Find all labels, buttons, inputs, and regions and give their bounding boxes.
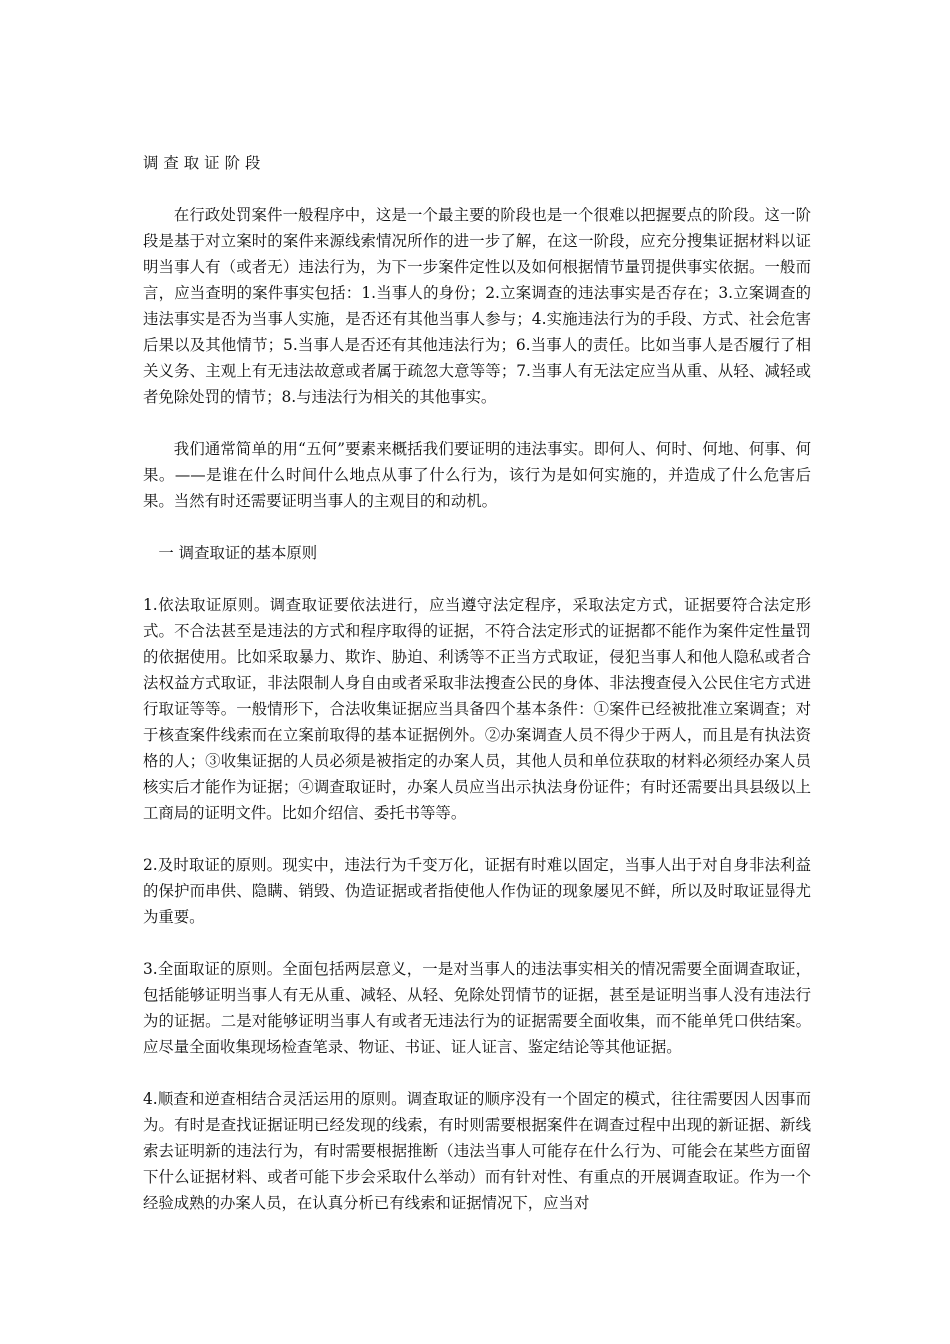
document-page [143,150,811,1216]
intro-paragraph-1: 在行政处罚案件一般程序中，这是一个最主要的阶段也是一个很难以把握要点的阶段。这一阶段是基于对立案时的案件来源线索情况所作的进一步了解，在这一阶段，应充分搜集证据材料以证明当事人有（或者无）违法行为，为下一步案件定性以及如何根据情节量罚提供事实依据。一般而言，应当查明的案件事实包括：1.当事人的身份；2.立案调查的违法事实是否存在；3.立案调查的违法事实是否为当事人实施，是否还有其他当事人参与；4.实施违法行为的手段、方式、社会危害后果以及其他情节；5.当事人是否还有其他违法行为；6.当事人的责任。比如当事人是否履行了相关义务、主观上有无违法故意或者属于疏忽大意等等；7.当事人有无法定应当从重、从轻、减轻或者免除处罚的情节；8.与违法行为相关的其他事实。 [143,206,811,406]
document-title: 调查取证阶段 [143,154,266,172]
section-heading: 一 调查取证的基本原则 [158,544,318,562]
intro-paragraph-2: 我们通常简单的用“五何”要素来概括我们要证明的违法事实。即何人、何时、何地、何事、何果。——是谁在什么时间什么地点从事了什么行为，该行为是如何实施的，并造成了什么危害后果。当然有时还需要证明当事人的主观目的和动机。 [143,440,811,510]
principle-paragraph-3: 3.全面取证的原则。全面包括两层意义，一是对当事人的违法事实相关的情况需要全面调查取证，包括能够证明当事人有无从重、减轻、从轻、免除处罚情节的证据，甚至是证明当事人没有违法行为的证据。二是对能够证明当事人有或者无违法行为的证据需要全面收集，而不能单凭口供结案。应尽量全面收集现场检查笔录、物证、书证、证人证言、鉴定结论等其他证据。 [143,960,811,1056]
principle-paragraph-4: 4.顺查和逆查相结合灵活运用的原则。调查取证的顺序没有一个固定的模式，往往需要因人因事而为。有时是查找证据证明已经发现的线索，有时则需要根据案件在调查过程中出现的新证据、新线索去证明新的违法行为，有时需要根据推断（违法当事人可能存在什么行为、可能会在某些方面留下什么证据材料、或者可能下步会采取什么举动）而有针对性、有重点的开展调查取证。作为一个经验成熟的办案人员，在认真分析已有线索和证据情况下，应当对 [143,1090,811,1212]
principle-paragraph-2: 2.及时取证的原则。现实中，违法行为千变万化，证据有时难以固定，当事人出于对自身非法利益的保护而串供、隐瞒、销毁、伪造证据或者指使他人作伪证的现象屡见不鲜，所以及时取证显得尤为重要。 [143,856,811,926]
principle-paragraph-1: 1.依法取证原则。调查取证要依法进行，应当遵守法定程序，采取法定方式，证据要符合法定形式。不合法甚至是违法的方式和程序取得的证据，不符合法定形式的证据都不能作为案件定性量罚的依据使用。比如采取暴力、欺诈、胁迫、利诱等不正当方式取证，侵犯当事人和他人隐私或者合法权益方式取证，非法限制人身自由或者采取非法搜查公民的身体、非法搜查侵入公民住宅方式进行取证等等。一般情形下，合法收集证据应当具备四个基本条件：①案件已经被批准立案调查；对于核查案件线索而在立案前取得的基本证据例外。②办案调查人员不得少于两人，而且是有执法资格的人；③收集证据的人员必须是被指定的办案人员，其他人员和单位获取的材料必须经办案人员核实后才能作为证据；④调查取证时，办案人员应当出示执法身份证件；有时还需要出具县级以上工商局的证明文件。比如介绍信、委托书等等。 [143,596,811,822]
